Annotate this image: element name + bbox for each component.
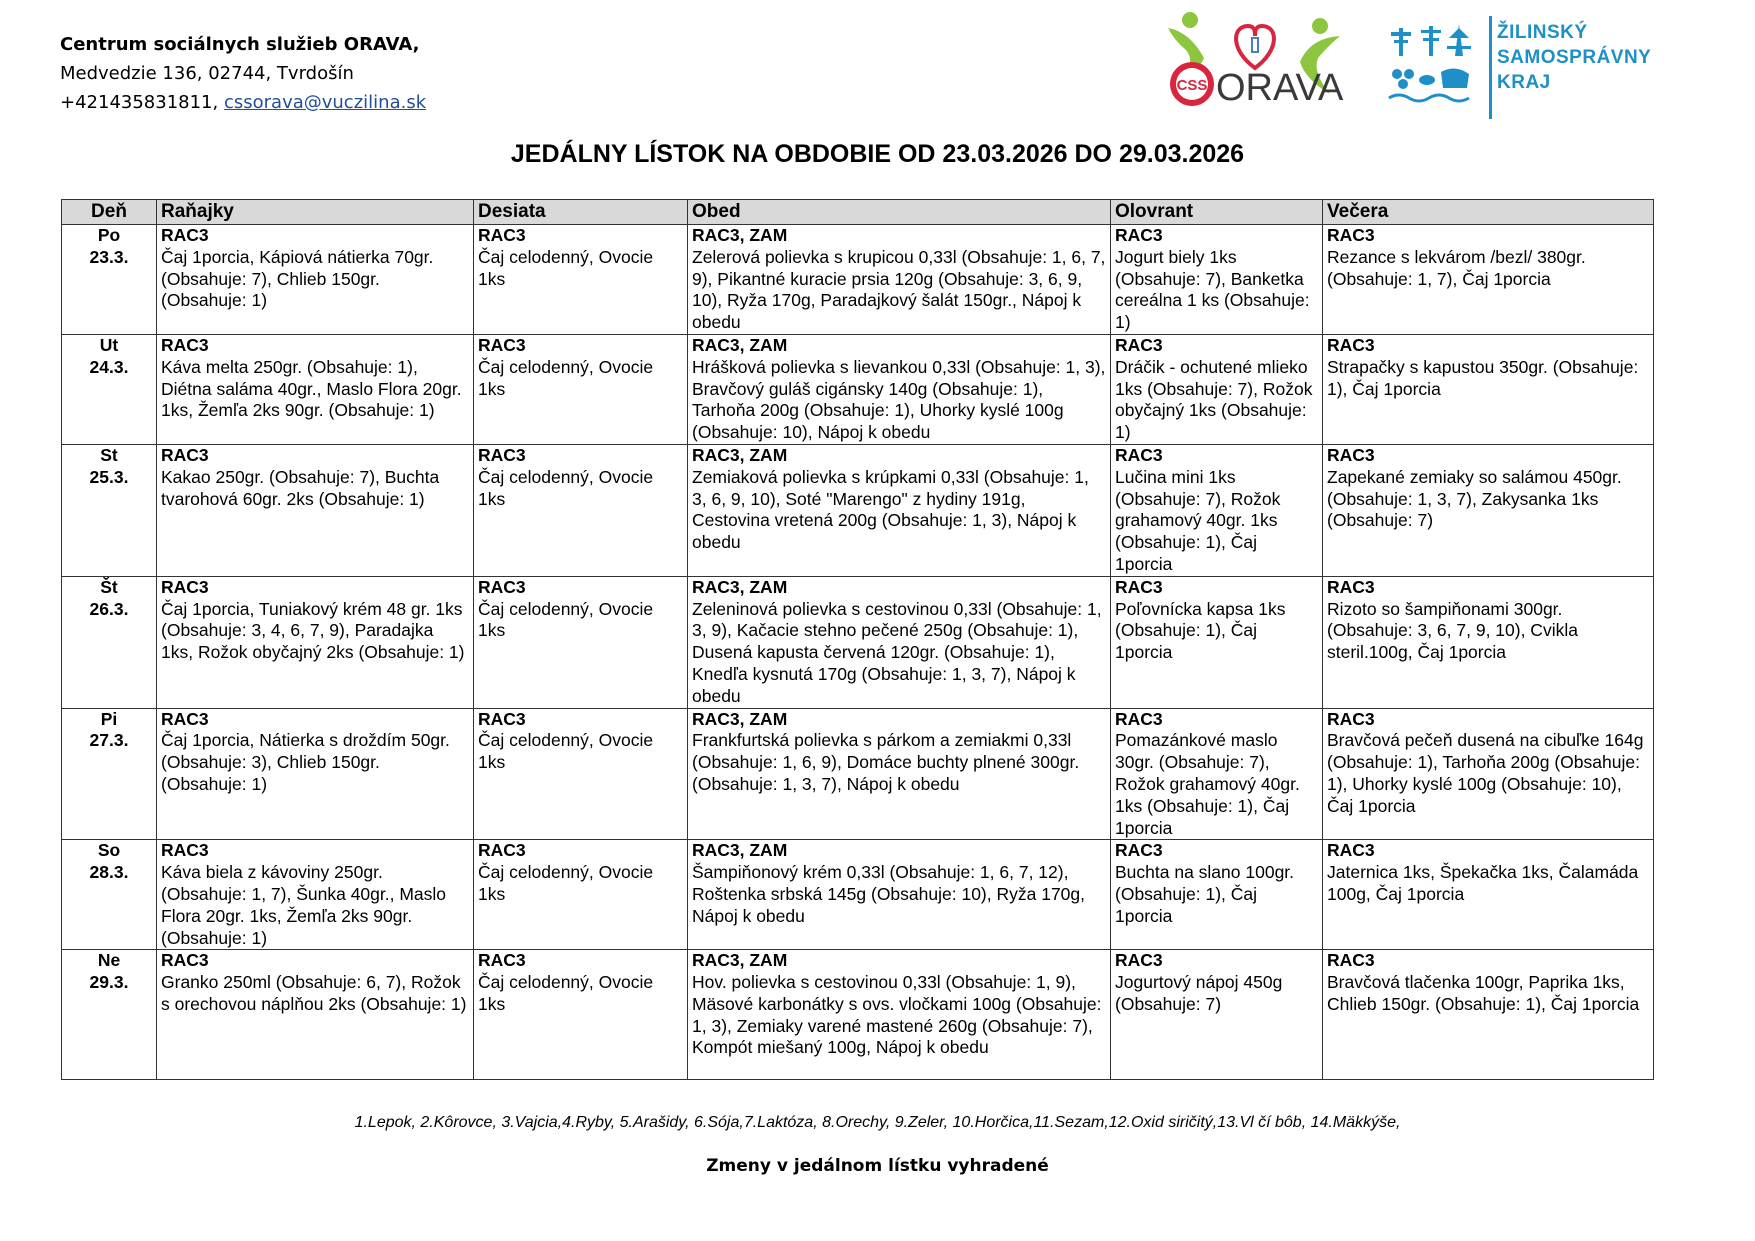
meal-text: Čaj 1porcia, Nátierka s droždím 50gr. (Obsahuje: 3), Chlieb 150gr. (Obsahuje: 1) (161, 730, 450, 794)
meal-text: Frankfurtská polievka s párkom a zemiakmi 0,33l (Obsahuje: 1, 6, 9), Domáce buchty plnené 300gr. (Obsahuje: 1, 3, 7), Nápoj k obedu (692, 730, 1080, 794)
day-cell (62, 840, 157, 950)
day-name: Ut (99, 334, 119, 355)
meal-cell-desiata (474, 576, 688, 708)
meal-text: Čaj celodenný, Ovocie 1ks (478, 598, 654, 641)
meal-text: Jogurt biely 1ks (Obsahuje: 7), Banketka cereálna 1 ks (Obsahuje: 1) (1115, 246, 1310, 333)
day-name: Ne (97, 950, 121, 971)
meal-cell-vecera (1323, 576, 1654, 708)
meal-cell-desiata (474, 708, 688, 840)
meal-cell-olovrant (1111, 225, 1323, 335)
meal-cell-desiata (474, 334, 688, 444)
day-date: 29.3. (89, 972, 129, 993)
diet-code: RAC3 (478, 334, 526, 355)
meal-cell-olovrant (1111, 334, 1323, 444)
table-row (62, 225, 1654, 335)
meal-cell-obed (688, 444, 1111, 576)
diet-code: RAC3, ZAM (692, 444, 788, 465)
diet-code: RAC3 (1115, 225, 1163, 245)
diet-code: RAC3 (1327, 840, 1375, 861)
diet-code: RAC3 (478, 708, 526, 729)
meal-cell-desiata (474, 444, 688, 576)
meal-cell-vecera (1323, 950, 1654, 1080)
zsk-divider (1489, 16, 1492, 119)
meal-text: Čaj 1porcia, Tuniakový krém 48 gr. 1ks (Obsahuje: 3, 4, 6, 7, 9), Paradajka 1ks, Rožok obyčajný 2ks (Obsahuje: 1) (161, 598, 465, 663)
organization-info (60, 30, 426, 117)
day-date: 26.3. (89, 598, 129, 619)
diet-code: RAC3 (161, 840, 209, 861)
diet-code: RAC3 (1115, 708, 1163, 729)
table-row (62, 444, 1654, 576)
meal-text: Bravčová pečeň dusená na cibuľke 164g (Obsahuje: 1), Tarhoňa 200g (Obsahuje: 1), Uhorky kyslé 100g (Obsahuje: 10), Čaj 1porcia (1327, 730, 1644, 816)
organization-address: Medvedzie 136, 02744, Tvrdošín (60, 63, 354, 84)
diet-code: RAC3, ZAM (692, 708, 788, 729)
diet-code: RAC3 (1115, 950, 1163, 971)
diet-code: RAC3, ZAM (692, 840, 788, 861)
meal-cell-obed (688, 334, 1111, 444)
meal-text: Jaternica 1ks, Špekačka 1ks, Čalamáda 100g, Čaj 1porcia (1327, 862, 1639, 904)
meal-text: Káva biela z kávoviny 250gr. (Obsahuje: 1, 7), Šunka 40gr., Maslo Flora 20gr. 1ks, Žemľa 2ks 90gr. (Obsahuje: 1) (161, 862, 447, 948)
column-header-snack: Desiata (474, 200, 688, 225)
meal-text: Strapačky s kapustou 350gr. (Obsahuje: 1), Čaj 1porcia (1327, 356, 1639, 399)
day-cell (62, 576, 157, 708)
meal-text: Rizoto so šampiňonami 300gr. (Obsahuje: 3, 6, 7, 9, 10), Cvikla steril.100g, Čaj 1porcia (1327, 598, 1578, 663)
diet-code: RAC3 (1115, 840, 1163, 861)
day-cell (62, 950, 157, 1080)
day-date: 27.3. (89, 730, 129, 751)
meal-cell-olovrant (1111, 444, 1323, 576)
meal-text: Pomazánkové maslo 30gr. (Obsahuje: 7), Rožok grahamový 40gr. 1ks (Obsahuje: 1), Čaj 1porcia (1115, 730, 1300, 838)
meal-cell-ranajky (157, 708, 474, 840)
table-row (62, 840, 1654, 950)
column-header-lunch: Obed (688, 200, 1111, 225)
meal-cell-ranajky (157, 444, 474, 576)
meal-cell-desiata (474, 225, 688, 335)
orava-logo-text: ORAVA (1216, 67, 1344, 109)
meal-text: Čaj celodenný, Ovocie 1ks (478, 466, 654, 509)
meal-cell-ranajky (157, 225, 474, 335)
meal-cell-vecera (1323, 444, 1654, 576)
diet-code: RAC3, ZAM (692, 225, 788, 245)
diet-code: RAC3 (161, 950, 209, 971)
menu-table (61, 199, 1654, 1080)
diet-code: RAC3 (1327, 708, 1375, 729)
page-title: JEDÁLNY LÍSTOK NA OBDOBIE OD 23.03.2026 DO 29.03.2026 (510, 140, 1245, 168)
meal-cell-olovrant (1111, 576, 1323, 708)
diet-code: RAC3 (478, 576, 526, 597)
organization-email-link[interactable]: cssorava@vuczilina.sk (223, 92, 427, 113)
meal-cell-obed (688, 708, 1111, 840)
meal-text: Jogurtový nápoj 450g (Obsahuje: 7) (1115, 972, 1283, 1014)
meal-text: Čaj celodenný, Ovocie 1ks (478, 862, 654, 904)
meal-text: Čaj celodenný, Ovocie 1ks (478, 730, 654, 773)
day-cell (62, 225, 157, 335)
day-name: Pi (100, 708, 118, 729)
meal-text: Granko 250ml (Obsahuje: 6, 7), Rožok s orechovou náplňou 2ks (Obsahuje: 1) (161, 972, 467, 1014)
diet-code: RAC3 (1327, 225, 1375, 245)
day-date: 24.3. (89, 356, 129, 377)
meal-text: Hrášková polievka s lievankou 0,33l (Obsahuje: 1, 3), Bravčový guláš cigánsky 140g (Obsahuje: 1), Tarhoňa 200g (Obsahuje: 1), Uhorky kyslé 100g (Obsahuje: 10), Nápoj k obedu (692, 356, 1106, 443)
meal-text: Dráčik - ochutené mlieko 1ks (Obsahuje: 7), Rožok obyčajný 1ks (Obsahuje: 1) (1115, 356, 1313, 443)
meal-cell-ranajky (157, 334, 474, 444)
meal-cell-ranajky (157, 576, 474, 708)
day-cell (62, 444, 157, 576)
meal-text: Hov. polievka s cestovinou 0,33l (Obsahuje: 1, 9), Mäsové karbonátky s ovs. vločkami 100g (Obsahuje: 1, 3), Zemiaky varené mastené 260g (Obsahuje: 7), Kompót miešaný 100g, Nápoj k obedu (692, 972, 1102, 1058)
day-date: 23.3. (89, 246, 129, 267)
meal-text: Zapekané zemiaky so salámou 450gr. (Obsahuje: 1, 3, 7), Zakysanka 1ks (Obsahuje: 7) (1327, 466, 1622, 531)
diet-code: RAC3 (1115, 334, 1163, 355)
day-date: 25.3. (89, 466, 129, 487)
day-name: Št (100, 576, 118, 597)
organization-phone: +421435831811, (60, 92, 219, 113)
table-header-row (62, 200, 1654, 225)
meal-cell-vecera (1323, 225, 1654, 335)
table-row (62, 334, 1654, 444)
meal-text: Buchta na slano 100gr. (Obsahuje: 1), Čaj 1porcia (1115, 862, 1295, 926)
diet-code: RAC3 (161, 576, 209, 597)
meal-cell-olovrant (1111, 708, 1323, 840)
zilinsky-kraj-logo (1385, 8, 1652, 118)
changes-note: Zmeny v jedálnom lístku vyhradené (706, 1156, 1049, 1176)
diet-code: RAC3 (161, 444, 209, 465)
meal-cell-obed (688, 225, 1111, 335)
zsk-line-3: KRAJ (1497, 72, 1551, 93)
diet-code: RAC3 (161, 334, 209, 355)
meal-cell-vecera (1323, 840, 1654, 950)
zsk-line-2: SAMOSPRÁVNY (1497, 47, 1652, 68)
css-orava-logo (1160, 10, 1345, 120)
diet-code: RAC3 (1115, 444, 1163, 465)
meal-text: Rezance s lekvárom /bezl/ 380gr. (Obsahuje: 1, 7), Čaj 1porcia (1327, 246, 1586, 289)
table-row (62, 576, 1654, 708)
meal-cell-obed (688, 950, 1111, 1080)
meal-cell-desiata (474, 840, 688, 950)
organization-contact (60, 88, 426, 117)
meal-cell-olovrant (1111, 840, 1323, 950)
meal-text: Čaj celodenný, Ovocie 1ks (478, 356, 654, 399)
meal-cell-obed (688, 576, 1111, 708)
meal-text: Šampiňonový krém 0,33l (Obsahuje: 1, 6, 7, 12), Roštenka srbská 145g (Obsahuje: 10), Ryža 170g, Nápoj k obedu (692, 862, 1085, 926)
diet-code: RAC3 (1115, 576, 1163, 597)
meal-text: Zemiaková polievka s krúpkami 0,33l (Obsahuje: 1, 3, 6, 9, 10), Soté "Marengo" z hydiny 191g, Cestovina vretená 200g (Obsahuje: 1, 3), Nápoj k obedu (692, 466, 1089, 553)
css-logo-text: CSS (1176, 77, 1208, 94)
zsk-coat-of-arms-icon (1385, 8, 1485, 118)
diet-code: RAC3, ZAM (692, 950, 788, 971)
meal-cell-desiata (474, 950, 688, 1080)
diet-code: RAC3 (478, 840, 526, 861)
diet-code: RAC3, ZAM (692, 334, 788, 355)
table-row (62, 950, 1654, 1080)
meal-text: Poľovnícka kapsa 1ks (Obsahuje: 1), Čaj 1porcia (1115, 598, 1286, 663)
diet-code: RAC3 (1327, 950, 1375, 971)
meal-text: Čaj 1porcia, Kápiová nátierka 70gr. (Obsahuje: 7), Chlieb 150gr. (Obsahuje: 1) (161, 246, 434, 311)
meal-cell-vecera (1323, 334, 1654, 444)
meal-text: Zelerová polievka s krupicou 0,33l (Obsahuje: 1, 6, 7, 9), Pikantné kuracie prsia 120g (Obsahuje: 3, 6, 9, 10), Ryža 170g, Paradajkový šalát 150gr., Nápoj k obedu (692, 246, 1106, 333)
meal-text: Čaj celodenný, Ovocie 1ks (478, 972, 654, 1014)
day-name: St (100, 444, 118, 465)
day-name: So (97, 840, 121, 861)
column-header-dinner: Večera (1323, 200, 1654, 225)
meal-text: Lučina mini 1ks (Obsahuje: 7), Rožok grahamový 40gr. 1ks (Obsahuje: 1), Čaj 1porcia (1115, 466, 1281, 574)
meal-text: Káva melta 250gr. (Obsahuje: 1), Diétna saláma 40gr., Maslo Flora 20gr. 1ks, Žemľa 2ks 90gr. (Obsahuje: 1) (161, 356, 462, 421)
organization-name: Centrum sociálnych služieb ORAVA, (60, 34, 420, 55)
meal-cell-ranajky (157, 840, 474, 950)
meal-text: Čaj celodenný, Ovocie 1ks (478, 246, 654, 289)
meal-cell-vecera (1323, 708, 1654, 840)
column-header-breakfast: Raňajky (157, 200, 474, 225)
column-header-afternoon-snack: Olovrant (1111, 200, 1323, 225)
diet-code: RAC3 (478, 950, 526, 971)
column-header-day: Deň (62, 200, 157, 225)
diet-code: RAC3, ZAM (692, 576, 788, 597)
meal-text: Zeleninová polievka s cestovinou 0,33l (Obsahuje: 1, 3, 9), Kačacie stehno pečené 250g (Obsahuje: 1), Dusená kapusta červená 120gr. (Obsahuje: 1), Knedľa kysnutá 170g (Obsahuje: 1, 3, 7), Nápoj k obedu (692, 598, 1102, 706)
meal-text: Bravčová tlačenka 100gr, Paprika 1ks, Chlieb 150gr. (Obsahuje: 1), Čaj 1porcia (1327, 972, 1640, 1014)
diet-code: RAC3 (1327, 576, 1375, 597)
diet-code: RAC3 (478, 225, 526, 245)
day-date: 28.3. (89, 862, 129, 883)
meal-cell-obed (688, 840, 1111, 950)
meal-text: Kakao 250gr. (Obsahuje: 7), Buchta tvarohová 60gr. 2ks (Obsahuje: 1) (161, 466, 440, 509)
meal-cell-olovrant (1111, 950, 1323, 1080)
diet-code: RAC3 (478, 444, 526, 465)
allergens-legend: 1.Lepok, 2.Kôrovce, 3.Vajcia,4.Ryby, 5.Arašidy, 6.Sója,7.Laktóza, 8.Orechy, 9.Zeler, 10.Horčica,11.Sezam,12.Oxid siričitý,13.Vl čí bôb, 14.Mäkkýše, (354, 1114, 1401, 1131)
day-cell (62, 334, 157, 444)
table-row (62, 708, 1654, 840)
diet-code: RAC3 (1327, 444, 1375, 465)
meal-cell-ranajky (157, 950, 474, 1080)
diet-code: RAC3 (161, 225, 209, 245)
zsk-line-1: ŽILINSKÝ (1497, 22, 1588, 43)
day-cell (62, 708, 157, 840)
diet-code: RAC3 (1327, 334, 1375, 355)
diet-code: RAC3 (161, 708, 209, 729)
zsk-logo-text (1497, 20, 1651, 95)
day-name: Po (97, 225, 121, 245)
